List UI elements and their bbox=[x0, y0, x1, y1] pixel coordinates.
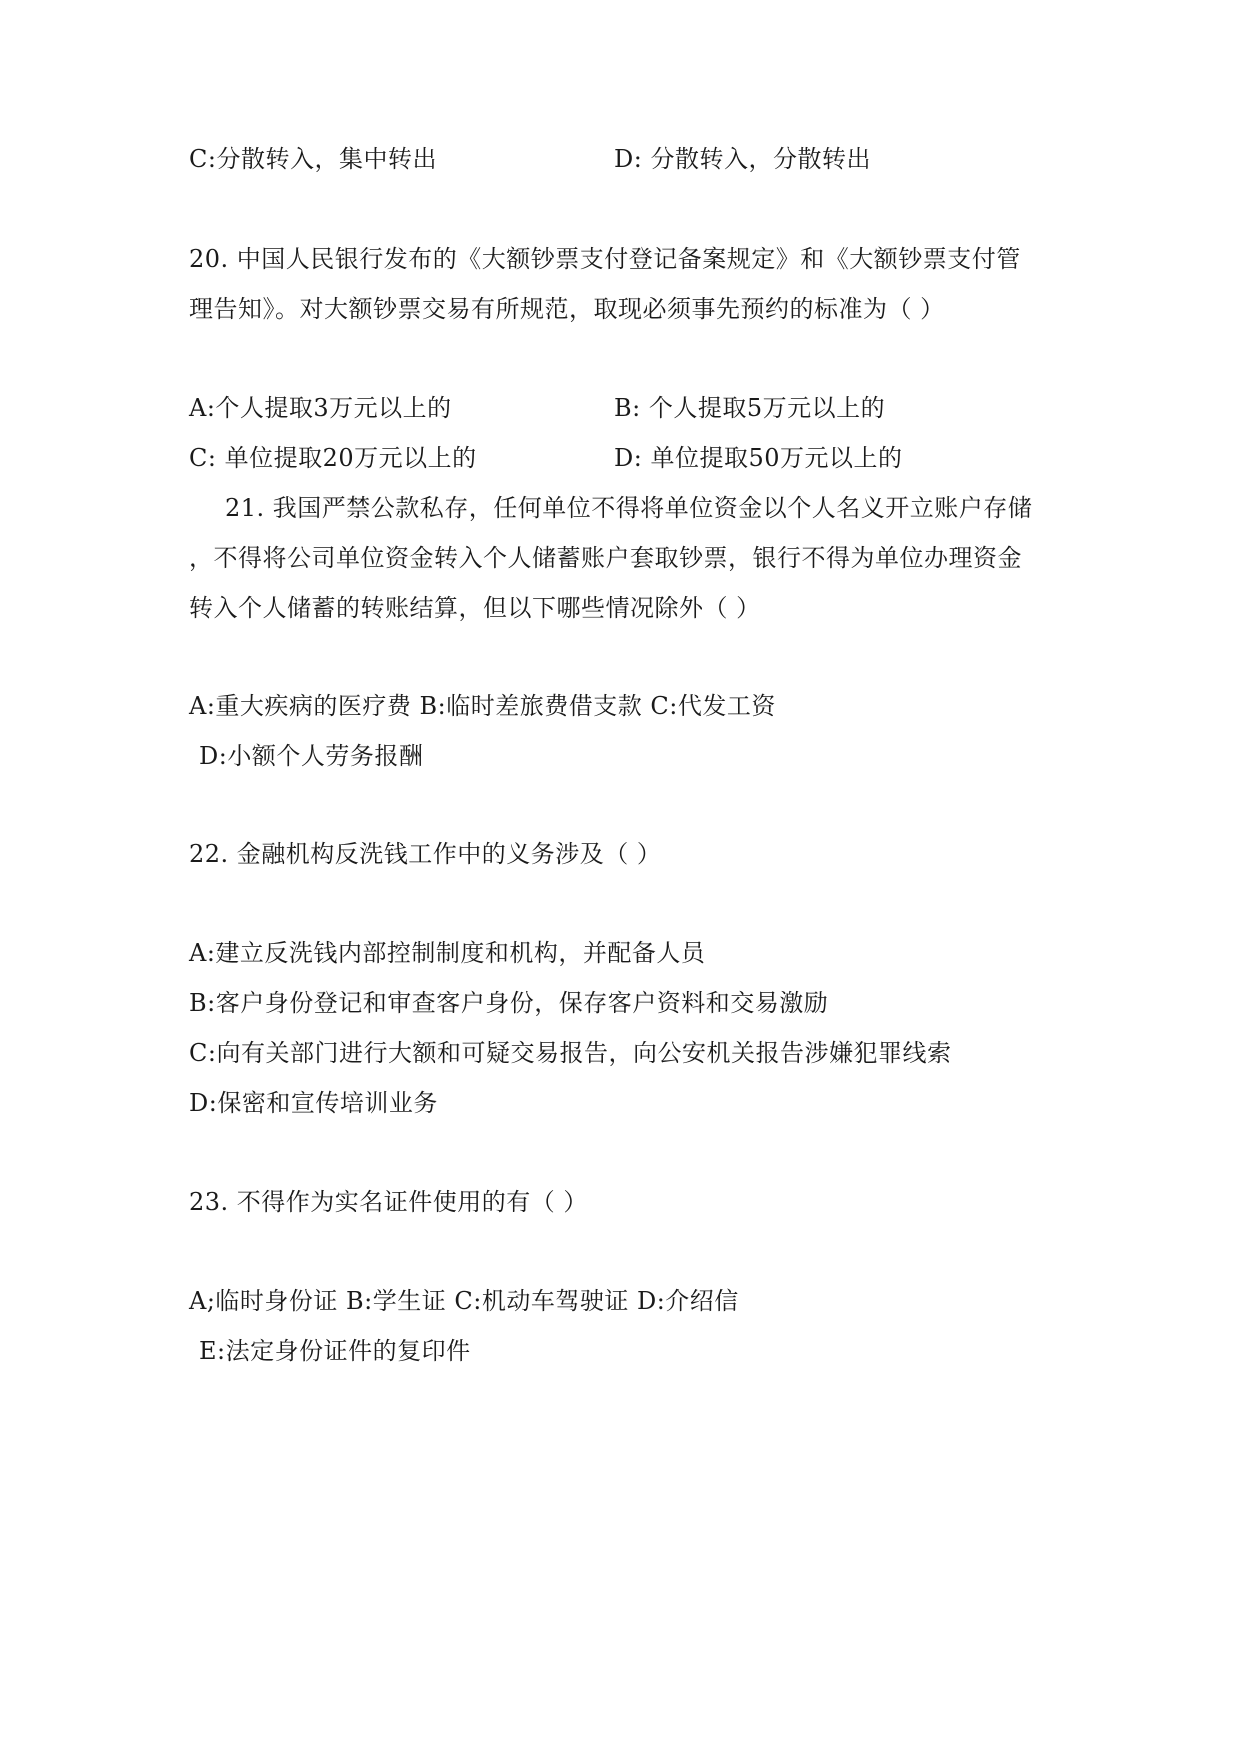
q19-option-c: C:分散转入，集中转出 bbox=[189, 145, 437, 173]
q21-stem-line2: ，不得将公司单位资金转入个人储蓄账户套取钞票，银行不得为单位办理资金 bbox=[189, 544, 1022, 572]
q20-stem-line1: 20. 中国人民银行发布的《大额钞票支付登记备案规定》和《大额钞票支付管 bbox=[189, 245, 1021, 273]
q21-stem-line1: 21. 我国严禁公款私存，任何单位不得将单位资金以个人名义开立账户存储 bbox=[225, 494, 1033, 522]
q23-options-line: A;临时身份证 B:学生证 C:机动车驾驶证 D:介绍信 bbox=[189, 1287, 739, 1315]
q22-option-d: D:保密和宣传培训业务 bbox=[189, 1089, 438, 1117]
q20-option-b: B: 个人提取5万元以上的 bbox=[614, 394, 886, 422]
q22-stem: 22. 金融机构反洗钱工作中的义务涉及（ ） bbox=[189, 840, 662, 868]
q22-option-b: B:客户身份登记和审查客户身份，保存客户资料和交易激励 bbox=[189, 989, 829, 1017]
q23-option-e: E:法定身份证件的复印件 bbox=[199, 1337, 471, 1365]
q19-option-d: D: 分散转入，分散转出 bbox=[614, 145, 871, 173]
q21-option-d: D:小额个人劳务报酬 bbox=[199, 742, 424, 770]
q20-stem-line2: 理告知》。对大额钞票交易有所规范，取现必须事先预约的标准为（ ） bbox=[189, 295, 945, 323]
q20-option-d: D: 单位提取50万元以上的 bbox=[614, 444, 903, 472]
q21-options-line: A:重大疾病的医疗费 B:临时差旅费借支款 C:代发工资 bbox=[189, 692, 776, 720]
q22-option-c: C:向有关部门进行大额和可疑交易报告，向公安机关报告涉嫌犯罪线索 bbox=[189, 1039, 952, 1067]
q21-stem-line3: 转入个人储蓄的转账结算，但以下哪些情况除外（ ） bbox=[189, 594, 761, 622]
q20-option-a: A:个人提取3万元以上的 bbox=[189, 394, 452, 422]
q20-option-c: C: 单位提取20万元以上的 bbox=[189, 444, 477, 472]
q23-stem: 23. 不得作为实名证件使用的有（ ） bbox=[189, 1188, 588, 1216]
q22-option-a: A:建立反洗钱内部控制制度和机构，并配备人员 bbox=[189, 939, 706, 967]
